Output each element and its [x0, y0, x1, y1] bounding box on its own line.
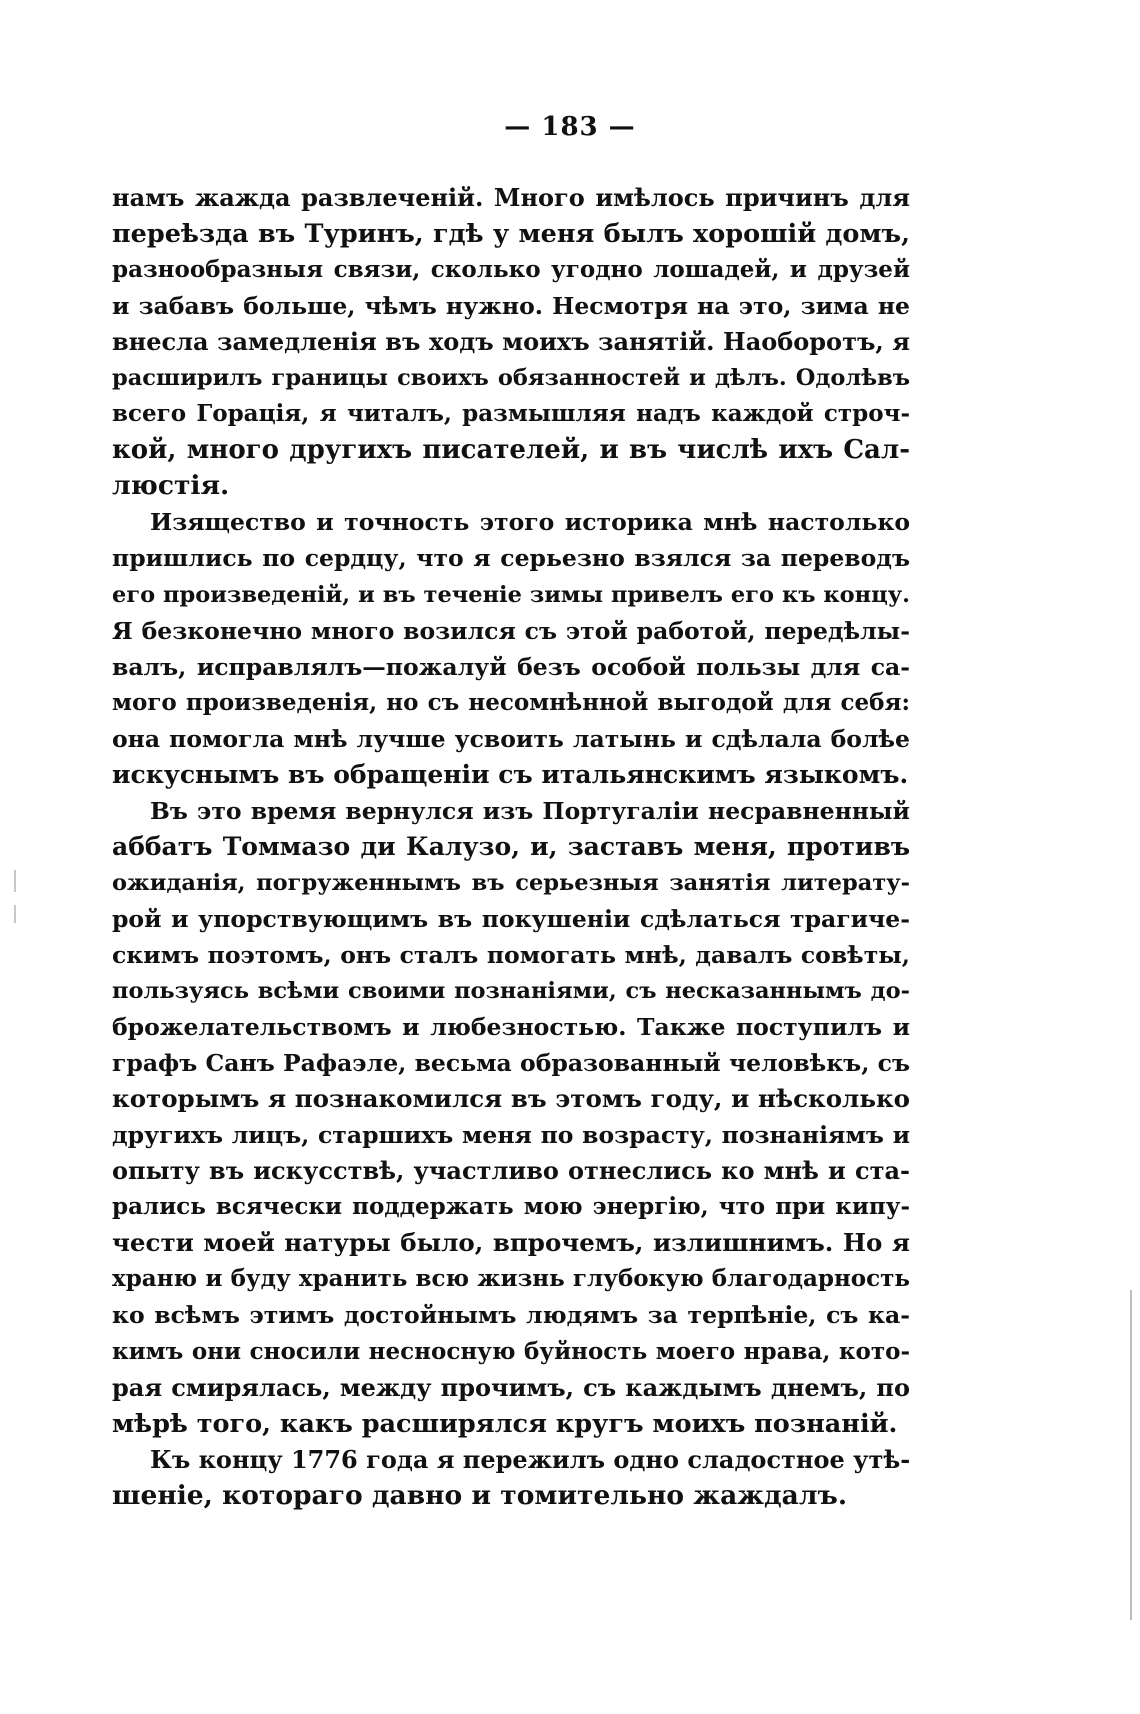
text-line: люстія. — [112, 470, 230, 502]
text-line: чести моей натуры было, впрочемъ, излишнимъ. Но я — [112, 1228, 910, 1258]
text-line: шеніе, котораго давно и томительно жаждалъ. — [112, 1479, 848, 1511]
text-line: мого произведенія, но съ несомнѣнной выгодой для себя: — [112, 688, 910, 716]
text-line: храню и буду хранить всю жизнь глубокую благодарность — [112, 1265, 910, 1293]
text-line: другихъ лицъ, старшихъ меня по возрасту, познаніямъ и — [112, 1121, 910, 1150]
text-line: пришлись по сердцу, что я серьезно взялся за переводъ — [112, 544, 910, 573]
text-line: мѣрѣ того, какъ расширялся кругъ моихъ познаній. — [112, 1408, 898, 1439]
text-line: Я безконечно много возился съ этой работой, передѣлы- — [112, 616, 910, 645]
scan-edge-line — [1130, 1290, 1132, 1620]
text-line: ко всѣмъ этимъ достойнымъ людямъ за терпѣніе, съ ка- — [112, 1301, 910, 1330]
text-line: опыту въ искусствѣ, участливо отнеслись ко мнѣ и ста- — [112, 1156, 910, 1186]
text-line: расширилъ границы своихъ обязанностей и дѣлъ. Одолѣвъ — [112, 365, 910, 392]
paragraph — [112, 1442, 910, 1514]
text-line: его произведеній, и въ теченіе зимы привелъ его къ концу. — [112, 581, 910, 608]
text-line: которымъ я познакомился въ этомъ году, и нѣсколько — [112, 1084, 910, 1114]
text-line: аббатъ Томмазо ди Калузо, и, заставъ меня, противъ — [112, 831, 910, 861]
text-line: внесла замедленія въ ходъ моихъ занятій. Наоборотъ, я — [112, 327, 910, 357]
text-line: пользуясь всѣми своими познаніями, съ несказаннымъ до- — [112, 978, 910, 1005]
text-line: брожелательствомъ и любезностью. Также поступилъ и — [112, 1013, 910, 1042]
text-line: кой, много другихъ писателей, и въ числѣ ихъ Сал- — [112, 435, 910, 466]
text-line: кимъ они сносили несносную буйность моего нрава, кото- — [112, 1337, 910, 1365]
text-line: Въ это время вернулся изъ Португаліи несравненный — [150, 796, 910, 825]
text-line: разнообразныя связи, сколько угодно лошадей, и друзей — [112, 256, 910, 284]
text-line: намъ жажда развлеченій. Много имѣлось причинъ для — [112, 183, 910, 212]
scan-margin-mark — [14, 870, 16, 892]
text-line: графъ Санъ Рафаэле, весьма образованный человѣкъ, съ — [112, 1049, 910, 1078]
scan-margin-mark — [14, 905, 16, 923]
text-line: и забавъ больше, чѣмъ нужно. Несмотря на это, зима не — [112, 292, 910, 321]
page-number: — 183 — — [504, 112, 636, 142]
paragraph — [112, 793, 910, 1442]
text-line: Къ концу 1776 года я пережилъ одно сладостное утѣ- — [150, 1444, 910, 1474]
text-line: Изящество и точность этого историка мнѣ настолько — [150, 508, 910, 537]
text-line: скимъ поэтомъ, онъ сталъ помогать мнѣ, давалъ совѣты, — [112, 940, 910, 969]
body-text — [112, 180, 910, 1514]
text-line: валъ, исправлялъ—пожалуй безъ особой пользы для са- — [112, 652, 910, 681]
text-line: искуснымъ въ обращеніи съ итальянскимъ языкомъ. — [112, 759, 909, 789]
text-line: она помогла мнѣ лучше усвоить латынь и сдѣлала болѣе — [112, 724, 910, 753]
text-line: ожиданія, погруженнымъ въ серьезныя занятія литерату- — [112, 869, 910, 896]
paragraph — [112, 504, 910, 792]
text-line: рая смирялась, между прочимъ, съ каждымъ днемъ, по — [112, 1372, 910, 1402]
text-line: переѣзда въ Туринъ, гдѣ у меня былъ хорошій домъ, — [112, 219, 910, 250]
text-line: рой и упорствующимъ въ покушеніи сдѣлаться трагиче- — [112, 904, 910, 933]
text-line: всего Горація, я читалъ, размышляя надъ каждой строч- — [112, 400, 910, 428]
paragraph — [112, 180, 910, 504]
text-line: рались всячески поддержать мою энергію, что при кипу- — [112, 1193, 910, 1221]
